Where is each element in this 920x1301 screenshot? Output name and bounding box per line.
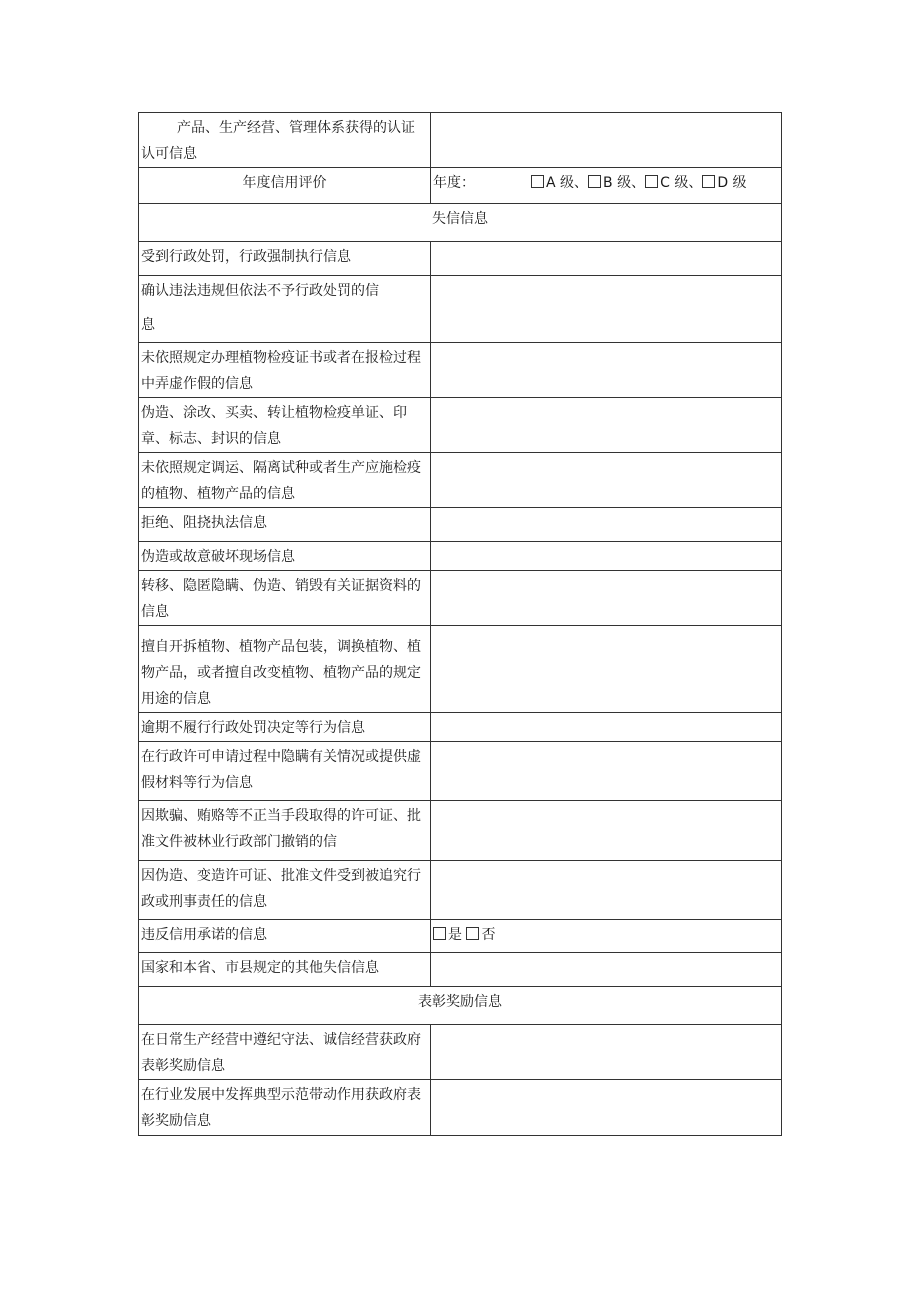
table-row: [139, 571, 782, 626]
row-value[interactable]: [431, 343, 782, 398]
row-label: 违反信用承诺的信息: [139, 920, 431, 953]
row-label: 伪造或故意破坏现场信息: [139, 542, 431, 571]
row-label: 因伪造、变造许可证、批准文件受到被追究行政或刑事责任的信息: [139, 861, 431, 920]
row-value[interactable]: [431, 1080, 782, 1136]
table-row: [139, 1080, 782, 1136]
checkbox-icon: [433, 927, 446, 940]
row-value[interactable]: [431, 953, 782, 987]
table-row: [139, 453, 782, 508]
row-label: 未依照规定办理植物检疫证书或者在报检过程中弄虚作假的信息: [139, 343, 431, 398]
row-label: 逾期不履行行政处罚决定等行为信息: [139, 713, 431, 742]
row-value[interactable]: [431, 861, 782, 920]
rating-option-a[interactable]: A 级: [531, 170, 574, 196]
checkbox-icon: [588, 175, 601, 188]
annual-rating-label: 年度信用评价: [139, 168, 431, 204]
table-row: [139, 276, 782, 343]
row-value[interactable]: [431, 713, 782, 742]
row-value[interactable]: [431, 742, 782, 801]
row-label: 伪造、涂改、买卖、转让植物检疫单证、印章、标志、封识的信息: [139, 398, 431, 453]
row-value[interactable]: [431, 626, 782, 713]
row-value[interactable]: [431, 398, 782, 453]
section-awards-heading: 表彰奖励信息: [139, 987, 782, 1025]
row-label: 在行政许可申请过程中隐瞒有关情况或提供虚假材料等行为信息: [139, 742, 431, 801]
table-row: [139, 920, 782, 953]
row-label: 未依照规定调运、隔离试种或者生产应施检疫的植物、植物产品的信息: [139, 453, 431, 508]
row-value[interactable]: [431, 571, 782, 626]
rating-option-c[interactable]: C 级: [645, 170, 688, 196]
option-yes[interactable]: 是: [433, 927, 462, 943]
row-value[interactable]: [431, 508, 782, 542]
table-row: [139, 343, 782, 398]
row-value[interactable]: [431, 453, 782, 508]
table-row: [139, 861, 782, 920]
table-row: [139, 508, 782, 542]
row-label: 转移、隐匿隐瞒、伪造、销毁有关证据资料的信息: [139, 571, 431, 626]
year-label: 年度：: [433, 175, 475, 191]
row-label: 在行业发展中发挥典型示范带动作用获政府表彰奖励信息: [139, 1080, 431, 1136]
row-value[interactable]: [431, 276, 782, 343]
table-row: [139, 1025, 782, 1080]
table-row: [139, 542, 782, 571]
table-row: [139, 168, 782, 204]
credit-info-table: [138, 112, 782, 1136]
table-row: [139, 242, 782, 276]
table-row: [139, 626, 782, 713]
checkbox-icon: [645, 175, 658, 188]
rating-option-d[interactable]: D 级: [702, 170, 746, 196]
checkbox-icon: [702, 175, 715, 188]
section-dishonesty-heading: 失信信息: [139, 204, 782, 242]
checkbox-icon: [466, 927, 479, 940]
annual-rating-value: 年度： A 级 、 B 级 、 C 级 、 D 级: [431, 168, 782, 204]
certification-label: 产品、生产经营、管理体系获得的认证认可信息: [139, 113, 431, 168]
row-label: 拒绝、阻挠执法信息: [139, 508, 431, 542]
certification-value[interactable]: [431, 113, 782, 168]
row-label: 确认违法违规但依法不予行政处罚的信 息: [139, 276, 431, 343]
section-row: [139, 204, 782, 242]
rating-option-b[interactable]: B 级: [588, 170, 631, 196]
table-row: [139, 801, 782, 861]
row-value[interactable]: [431, 801, 782, 861]
table-row: [139, 713, 782, 742]
table-row: [139, 742, 782, 801]
row-value[interactable]: [431, 242, 782, 276]
table-row: [139, 113, 782, 168]
table-row: [139, 398, 782, 453]
checkbox-icon: [531, 175, 544, 188]
row-label: 国家和本省、市县规定的其他失信信息: [139, 953, 431, 987]
row-label: 受到行政处罚，行政强制执行信息: [139, 242, 431, 276]
section-row: [139, 987, 782, 1025]
row-value[interactable]: [431, 1025, 782, 1080]
row-label: 在日常生产经营中遵纪守法、诚信经营获政府表彰奖励信息: [139, 1025, 431, 1080]
table-row: [139, 953, 782, 987]
promise-violation-value: [431, 920, 782, 953]
row-label: 因欺骗、贿赂等不正当手段取得的许可证、批准文件被林业行政部门撤销的信: [139, 801, 431, 861]
row-value[interactable]: [431, 542, 782, 571]
row-label: 擅自开拆植物、植物产品包装，调换植物、植物产品，或者擅自改变植物、植物产品的规定用途的信息: [139, 626, 431, 713]
option-no[interactable]: 否: [466, 927, 495, 943]
